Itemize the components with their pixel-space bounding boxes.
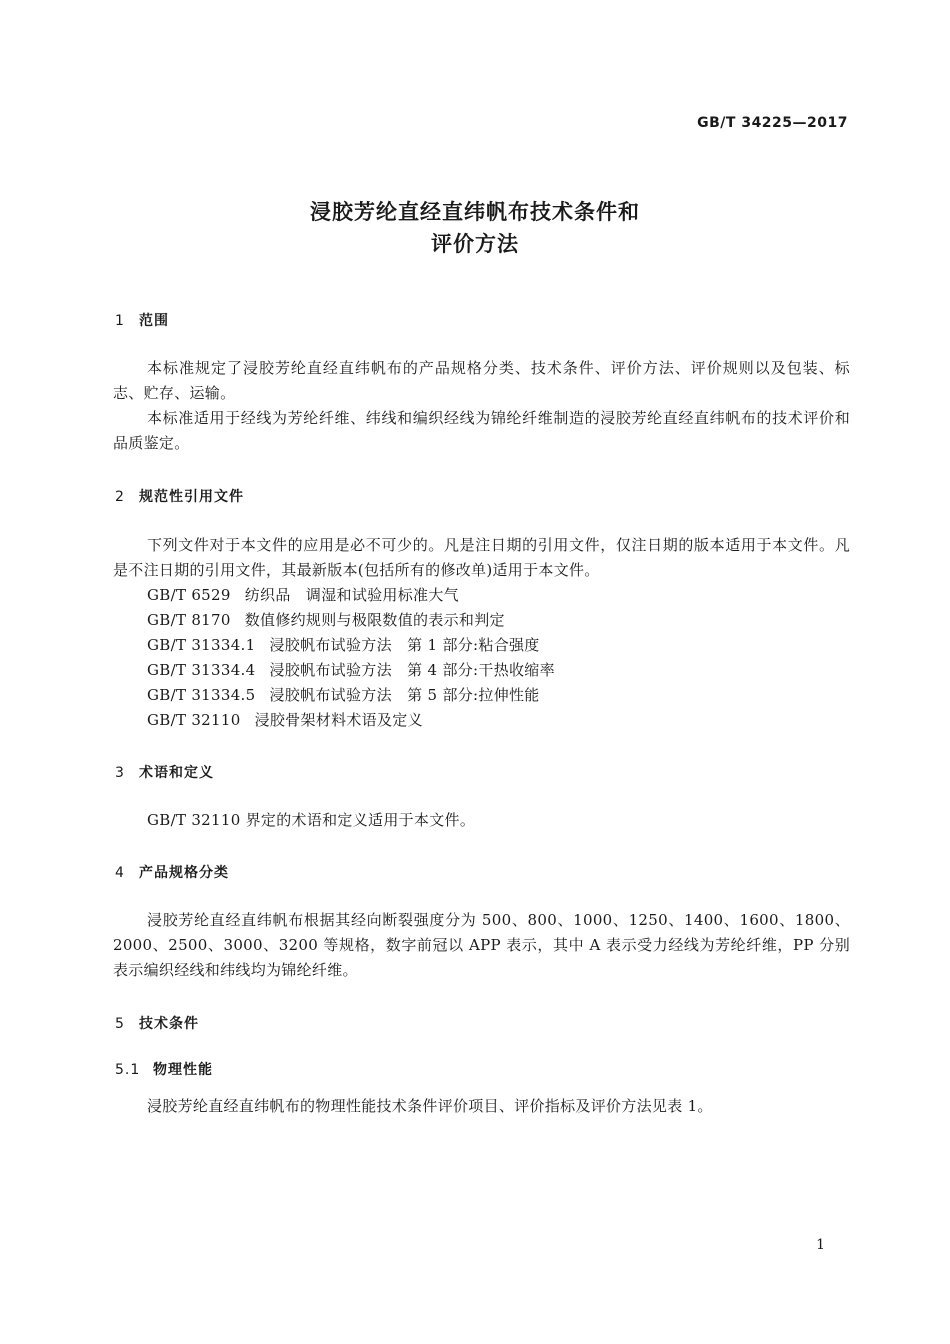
document-title (0, 196, 950, 260)
page-number: 1 (816, 1237, 825, 1253)
section-number: 4 (115, 865, 125, 881)
reference-code: GB/T 31334.4 (147, 661, 256, 679)
reference-title: 纺织品 调湿和试验用标准大气 (244, 586, 459, 604)
section-title: 范围 (139, 313, 169, 329)
title-line-2: 评价方法 (431, 232, 519, 256)
section-title: 术语和定义 (139, 765, 214, 781)
section-1-paragraph-2: 本标准适用于经线为芳纶纤维、纬线和编织经线为锦纶纤维制造的浸胶芳纶直经直纬帆布的技术评价和品质鉴定。 (113, 409, 850, 452)
section-1-heading (115, 310, 169, 330)
reference-code: GB/T 31334.1 (147, 636, 256, 654)
reference-title: 浸胶帆布试验方法 第 5 部分:拉伸性能 (269, 686, 540, 704)
reference-title: 浸胶骨架材料术语及定义 (254, 711, 423, 729)
section-2-paragraph-1: 下列文件对于本文件的应用是必不可少的。凡是注日期的引用文件，仅注日期的版本适用于本文件。凡是不注日期的引用文件，其最新版本(包括所有的修改单)适用于本文件。 (113, 536, 850, 579)
subsection-number: 5.1 (115, 1062, 141, 1078)
section-title: 技术条件 (139, 1016, 199, 1032)
reference-title: 浸胶帆布试验方法 第 1 部分:粘合强度 (269, 636, 540, 654)
section-number: 1 (115, 313, 125, 329)
reference-item (147, 708, 423, 733)
section-number: 2 (115, 489, 125, 505)
reference-code: GB/T 6529 (147, 586, 231, 604)
subsection-title: 物理性能 (153, 1062, 213, 1078)
section-title: 产品规格分类 (139, 865, 229, 881)
reference-item (147, 683, 540, 708)
section-5-1-paragraph-1: 浸胶芳纶直经直纬帆布的物理性能技术条件评价项目、评价指标及评价方法见表 1。 (147, 1097, 713, 1115)
section-4-paragraph-1: 浸胶芳纶直经直纬帆布根据其经向断裂强度分为 500、800、1000、1250、1400、1600、1800、2000、2500、3000、3200 等规格，数字前冠以 APP 表示，其中 A 表示受力经线为芳纶纤维，PP 分别表示编织经线和纬线均为锦纶纤维。 (113, 911, 850, 979)
section-title: 规范性引用文件 (139, 489, 244, 505)
section-2-heading (115, 486, 244, 506)
section-number: 3 (115, 765, 125, 781)
reference-code: GB/T 8170 (147, 611, 231, 629)
section-4-heading (115, 862, 229, 882)
section-3-paragraph-1: GB/T 32110 界定的术语和定义适用于本文件。 (147, 811, 476, 829)
reference-item (147, 658, 555, 683)
section-1-paragraph-1: 本标准规定了浸胶芳纶直经直纬帆布的产品规格分类、技术条件、评价方法、评价规则以及包装、标志、贮存、运输。 (113, 359, 850, 402)
standard-number: GB/T 34225—2017 (697, 115, 848, 131)
reference-item (147, 583, 459, 608)
section-5-1-heading (115, 1059, 213, 1079)
reference-code: GB/T 31334.5 (147, 686, 256, 704)
title-line-1: 浸胶芳纶直经直纬帆布技术条件和 (310, 200, 640, 224)
section-3-heading (115, 762, 214, 782)
reference-code: GB/T 32110 (147, 711, 241, 729)
reference-item (147, 608, 505, 633)
reference-title: 数值修约规则与极限数值的表示和判定 (244, 611, 505, 629)
reference-title: 浸胶帆布试验方法 第 4 部分:干热收缩率 (269, 661, 555, 679)
section-5-heading (115, 1013, 199, 1033)
section-number: 5 (115, 1016, 125, 1032)
reference-item (147, 633, 540, 658)
